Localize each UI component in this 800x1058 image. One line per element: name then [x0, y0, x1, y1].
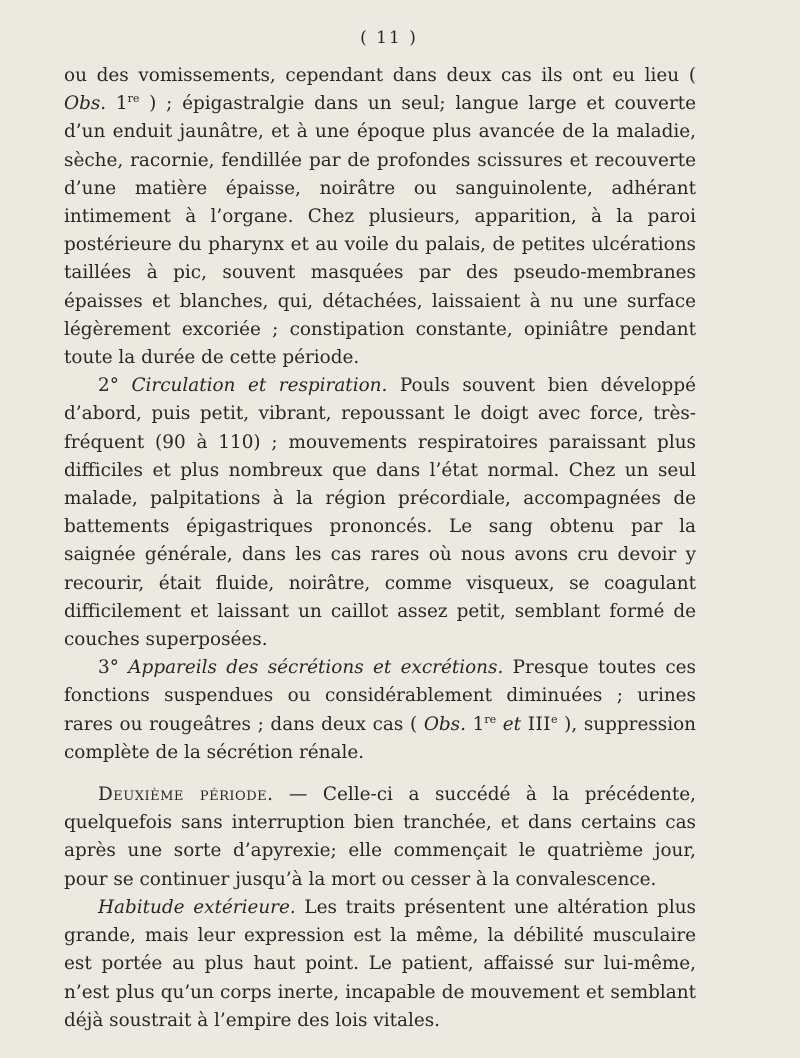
p4-heading: Deuxième période. — [98, 784, 274, 806]
p3-text-a: Presque toutes ces fonctions suspendues ou considérablement diminuées ; urines rares ou rougeâtres ; dans deux cas ( — [64, 657, 696, 735]
p3-sup1: re — [484, 712, 497, 726]
page-number: ( 11 ) — [360, 28, 418, 48]
p3-text-c: III — [527, 713, 551, 735]
p2-heading: Circulation et respiration. — [131, 375, 388, 397]
p2-text: Pouls souvent bien développé d’abord, puis petit, vibrant, repoussant le doigt avec force, très-fréquent (90 à 110) ; mouvements respiratoires paraissant plus difficiles et plus nombreux que dans l’état normal. Chez un seul malade, palpitations à la région précordiale, accompagnées de battements épigastriques prononcés. Le sang obtenu par la saignée générale, dans les cas rares où nous avons cru devoir y recourir, était fluide, noirâtre, comme visqueux, se coagulant difficilement et laissant un caillot assez petit, semblant formé de couches superposées. — [64, 375, 696, 651]
p1-obs: Obs. — [64, 93, 107, 115]
p2-number: 2° — [98, 375, 119, 397]
paragraph-secretions — [64, 654, 696, 767]
p5-text: Les traits présentent une altération plus grande, mais leur expression est la même, la débilité musculaire est portée au plus haut point. Le patient, affaissé sur lui-même, n’est plus qu’un corps inerte, incapable de mouvement et semblant déjà soustrait à l’empire des lois vitales. — [64, 896, 696, 1031]
p5-heading: Habitude extérieure. — [98, 896, 296, 918]
p1-text-c: ) ; épigastralgie dans un seul; langue large et couverte d’un enduit jaunâtre, et à une époque plus avancée de la maladie, sèche, racornie, fendillée par de profondes scissures et recouverte d’une matière épaisse, noirâtre ou sanguinolente, adhérant intimement à l’organe. Chez plusieurs, apparition, à la paroi postérieure du pharynx et au voile du palais, de petites ulcérations taillées à pic, souvent masquées par des pseudo-membranes épaisses et blanches, qui, détachées, laissaient à nu une surface légèrement excoriée ; constipation constante, opiniâtre pendant toute la durée de cette période. — [64, 93, 697, 369]
paragraph-habitude — [64, 894, 696, 1035]
p1-text-a: ou des vomissements, cependant dans deux cas ils ont eu lieu ( — [64, 65, 696, 86]
p3-obs: Obs. — [423, 713, 466, 735]
p1-text-b: 1 — [106, 93, 128, 115]
paragraph-second-period — [64, 781, 696, 894]
paragraph-symptoms — [64, 62, 696, 372]
p4-text: — Celle-ci a succédé à la précédente, quelquefois sans interruption bien tranchée, et dans certains cas après une sorte d’apyrexie; elle commençait le quatrième jour, pour se continuer jusqu’à la mort ou cesser à la convalescence. — [64, 784, 696, 890]
p3-sup2: e — [550, 712, 558, 726]
p1-sup: re — [127, 92, 140, 106]
p3-et: et — [496, 713, 528, 735]
paragraph-circulation — [64, 372, 696, 654]
p3-text-d: ), suppression complète de la sécrétion rénale. — [64, 713, 697, 763]
p3-text-b: 1 — [465, 713, 485, 735]
p3-heading: Appareils des sécrétions et excrétions. — [128, 657, 504, 679]
p3-number: 3° — [98, 657, 119, 679]
